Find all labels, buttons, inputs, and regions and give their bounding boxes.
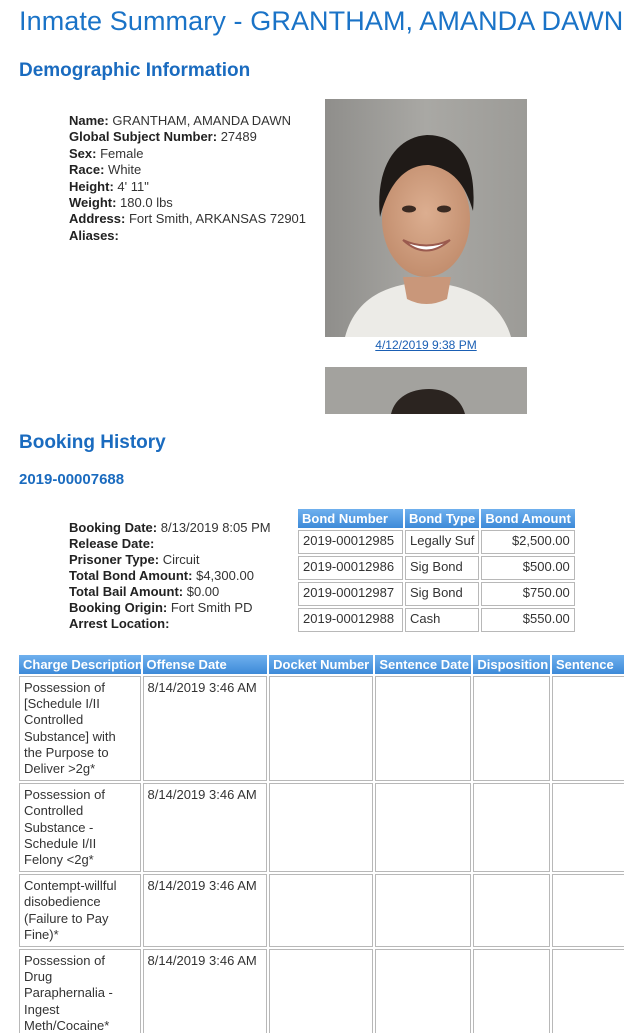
field-label: Name:	[69, 113, 109, 128]
bond-type: Sig Bond	[405, 582, 479, 606]
bond-number: 2019-00012985	[298, 530, 403, 554]
booking-number: 2019-00007688	[19, 471, 125, 488]
field-value: Circuit	[162, 552, 200, 567]
field-label: Arrest Location:	[69, 616, 170, 631]
charge-description: Possession of Drug Paraphernalia - Ingest Meth/Cocaine*	[19, 949, 141, 1033]
docket-number	[269, 783, 373, 872]
charges-header-row	[19, 655, 624, 674]
sentence	[552, 783, 624, 872]
field-label: Release Date:	[69, 536, 155, 551]
charge-description: Contempt-willful disobedience (Failure to Pay Fine)*	[19, 874, 141, 947]
disposition	[473, 783, 550, 872]
field-label: Total Bail Amount:	[69, 584, 184, 599]
bond-number: 2019-00012988	[298, 608, 403, 632]
bond-type: Sig Bond	[405, 556, 479, 580]
field-label: Sex:	[69, 145, 97, 161]
sentence-date	[375, 874, 471, 947]
field-value: 27489	[220, 129, 257, 145]
field-value: Fort Smith PD	[170, 600, 253, 615]
field-value: 4' 11"	[117, 178, 149, 194]
bond-amount: $2,500.00	[481, 530, 574, 554]
sentence-date	[375, 676, 471, 781]
sentence	[552, 949, 624, 1033]
field-value: 8/13/2019 8:05 PM	[160, 520, 271, 535]
bond-amount: $500.00	[481, 556, 574, 580]
disposition	[473, 949, 550, 1033]
page-title: Inmate Summary - GRANTHAM, AMANDA DAWN	[19, 6, 624, 36]
table-row	[19, 874, 624, 947]
col-bond-type: Bond Type	[405, 509, 479, 528]
charge-description: Possession of Controlled Substance - Schedule I/II Felony <2g*	[19, 783, 141, 872]
field-value: Fort Smith, ARKANSAS 72901	[128, 211, 307, 227]
col-bond-amount: Bond Amount	[481, 509, 574, 528]
field-label: Address:	[69, 211, 126, 227]
field-label: Global Subject Number:	[69, 129, 218, 145]
field-value: Female	[100, 145, 144, 161]
field-label: Booking Date:	[69, 520, 158, 535]
bond-amount: $550.00	[481, 608, 574, 632]
col-disposition: Disposition	[473, 655, 550, 674]
docket-number	[269, 676, 373, 781]
disposition	[473, 874, 550, 947]
bond-number: 2019-00012987	[298, 582, 403, 606]
field-label: Aliases:	[69, 227, 119, 243]
docket-number	[269, 874, 373, 947]
col-sentence-date: Sentence Date	[375, 655, 471, 674]
field-label: Prisoner Type:	[69, 552, 160, 567]
col-offense-date: Offense Date	[143, 655, 268, 674]
field-label: Booking Origin:	[69, 600, 168, 615]
field-value: $0.00	[186, 584, 220, 599]
field-label: Total Bond Amount:	[69, 568, 193, 583]
sentence	[552, 676, 624, 781]
col-docket-number: Docket Number	[269, 655, 373, 674]
bond-number: 2019-00012986	[298, 556, 403, 580]
booking-history-heading: Booking History	[19, 432, 166, 453]
field-label: Race:	[69, 162, 105, 178]
offense-date: 8/14/2019 3:46 AM	[143, 949, 268, 1033]
sentence-date	[375, 949, 471, 1033]
field-value: GRANTHAM, AMANDA DAWN	[112, 113, 292, 128]
disposition	[473, 676, 550, 781]
offense-date: 8/14/2019 3:46 AM	[143, 874, 268, 947]
col-bond-number: Bond Number	[298, 509, 403, 528]
charges-table	[17, 653, 624, 1033]
sentence	[552, 874, 624, 947]
charge-description: Possession of [Schedule I/II Controlled Substance] with the Purpose to Deliver >2g*	[19, 676, 141, 781]
table-row	[19, 676, 624, 781]
bond-type: Legally Suf	[405, 530, 479, 554]
sentence-date	[375, 783, 471, 872]
col-charge-description: Charge Description	[19, 655, 141, 674]
bond-amount: $750.00	[481, 582, 574, 606]
field-label: Weight:	[69, 195, 117, 211]
col-sentence: Sentence	[552, 655, 624, 674]
docket-number	[269, 949, 373, 1033]
photo-date-link[interactable]: 4/12/2019 9:38 PM	[375, 338, 477, 352]
table-row	[19, 949, 624, 1033]
field-value: White	[108, 162, 142, 178]
field-value: $4,300.00	[196, 568, 254, 583]
field-label: Height:	[69, 178, 114, 194]
demographic-heading: Demographic Information	[19, 60, 251, 81]
field-value: 180.0 lbs	[120, 195, 173, 211]
offense-date: 8/14/2019 3:46 AM	[143, 783, 268, 872]
table-row	[19, 783, 624, 872]
offense-date: 8/14/2019 3:46 AM	[143, 676, 268, 781]
bond-type: Cash	[405, 608, 479, 632]
